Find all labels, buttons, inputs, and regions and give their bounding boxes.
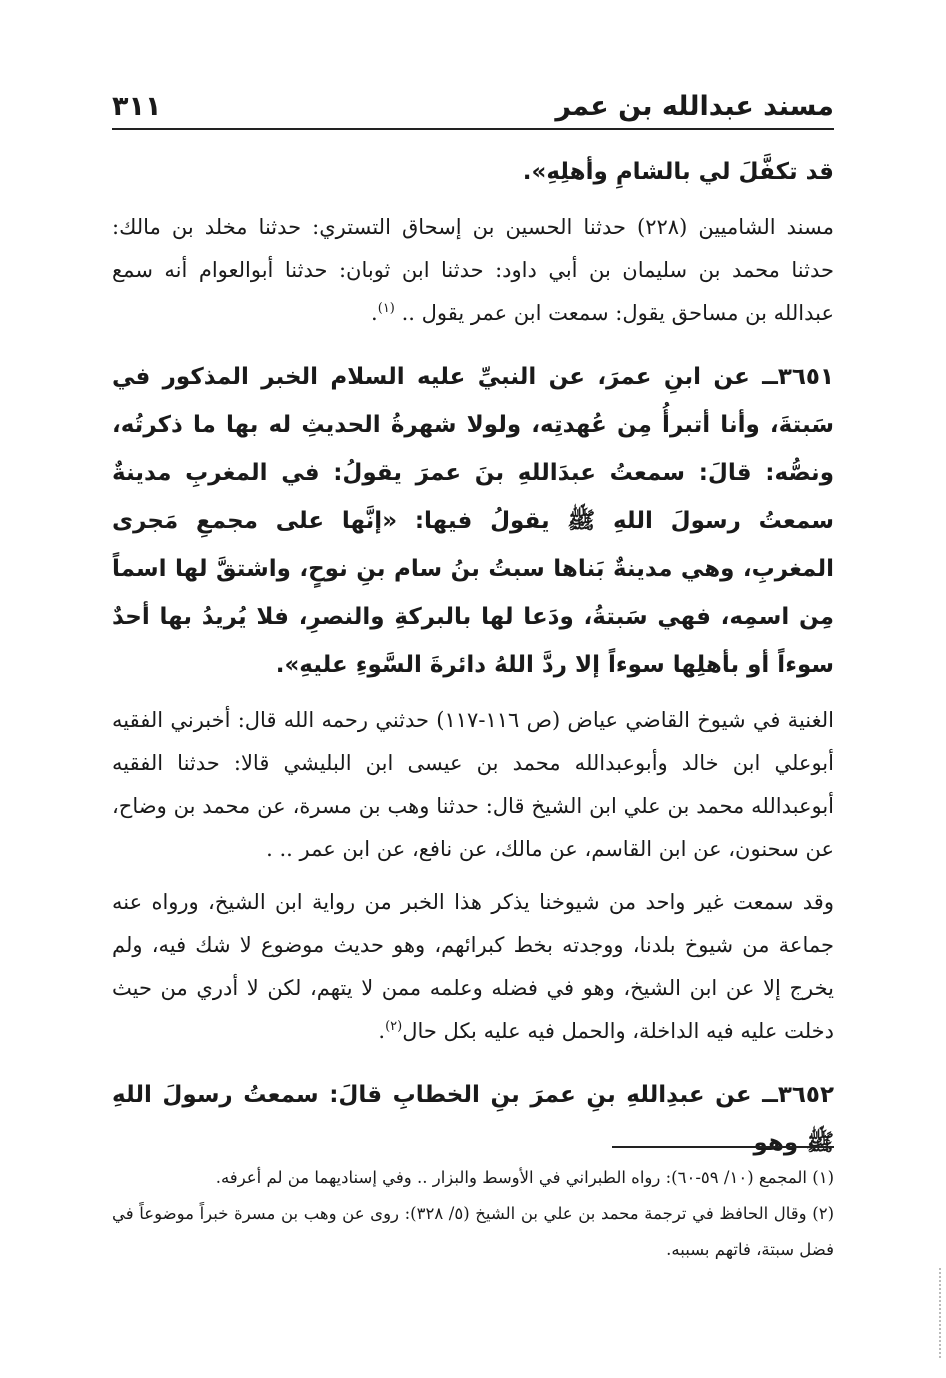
header-rule xyxy=(112,128,834,130)
footnote-2: (٢) وقال الحافظ في ترجمة محمد بن علي بن الشيخ (٥/ ٣٢٨): روى عن وهب بن مسرة خبراً موضوعاً في فضل سبتة، فاتهم بسببه. xyxy=(112,1204,834,1259)
page-number: ٣١١ xyxy=(112,91,162,122)
paragraph-end: . xyxy=(378,1019,386,1043)
footnote-ref-1: (١) xyxy=(377,301,395,316)
paragraph-source-ghunya: الغنية في شيوخ القاضي عياض (ص ١١٦-١١٧) حدثني رحمه الله قال: أخبرني الفقيه أبوعلي ابن خالد وأبوعبدالله محمد بن عيسى ابن البليشي قالا: حدثنا الفقيه أبوعبدالله محمد بن علي ابن الشيخ قال: حدثنا وهب بن مسرة، عن محمد بن وضاح، عن سحنون، عن ابن القاسم، عن مالك، عن نافع، عن ابن عمر .. . xyxy=(112,708,834,861)
running-title: مسند عبدالله بن عمر xyxy=(555,91,834,122)
footnote-1: (١) المجمع (١٠/ ٥٩-٦٠): رواه الطبراني في الأوسط والبزار .. وفي إسناديهما من لم أعرفه. xyxy=(215,1168,834,1187)
paragraph-commentary xyxy=(112,881,834,1053)
paragraph-source-shamiyyin xyxy=(112,206,834,335)
paragraph-hadith-3651: ٣٦٥١ــ عن ابنِ عمرَ، عن النبيِّ عليه السلام الخبر المذكور في سَبتةَ، وأنا أتبرأُ مِن عُهدتِه، ولولا شهرةُ الحديثِ له بها ما ذكرتُه، ونصُّه: قالَ: سمعتُ عبدَاللهِ بنَ عمرَ يقولُ: في المغربِ مدينةٌ سمعتُ رسولَ اللهِ ﷺ يقولُ فيها: «إنَّها على مجمعِ مَجرى المغربِ، وهي مدينةٌ بَناها سبتُ بنُ سام بنِ نوحٍ، واشتقَّ لها اسماً مِن اسمِه، فهي سَبتةُ، ودَعا لها بالبركةِ والنصرِ، فلا يُريدُ بها أحدٌ سوءاً أو بأهلِها سوءاً إلا ردَّ اللهُ دائرةَ السَّوءِ عليهِ». xyxy=(112,364,834,678)
main-text xyxy=(112,148,834,1167)
paragraph-hadith-end: قد تكفَّلَ لي بالشامِ وأهلِهِ». xyxy=(522,159,834,185)
paragraph-text: مسند الشاميين (٢٢٨) حدثنا الحسين بن إسحاق التستري: حدثنا مخلد بن مالك: حدثنا محمد بن سليمان بن أبي داود: حدثنا ابن ثوبان: حدثنا أبوالعوام أنه سمع عبدالله بن مساحق يقول: سمعت ابن عمر يقول .. xyxy=(112,215,834,325)
page-header xyxy=(112,84,834,124)
paragraph-end: . xyxy=(371,301,378,325)
paragraph-text: وقد سمعت غير واحد من شيوخنا يذكر هذا الخبر من رواية ابن الشيخ، ورواه عنه جماعة من شيوخ بلدنا، ووجدته بخط كبرائهم، وهو حديث موضوع لا شك فيه، ولم يخرج إلا عن ابن الشيخ، وهو في فضله وعلمه ممن لا يتهم، لكن لا أدري من حيث دخلت عليه فيه الداخلة، والحمل فيه عليه بكل حال xyxy=(112,890,834,1043)
footnotes xyxy=(112,1160,834,1268)
scan-edge-mark xyxy=(939,1268,943,1358)
paragraph-hadith-3652: ٣٦٥٢ــ عن عبدِاللهِ بنِ عمرَ بنِ الخطابِ قالَ: سمعتُ رسولَ اللهِ ﷺ وهو xyxy=(112,1082,834,1156)
footnote-rule xyxy=(612,1146,834,1148)
footnote-ref-2: (٢) xyxy=(385,1019,403,1034)
